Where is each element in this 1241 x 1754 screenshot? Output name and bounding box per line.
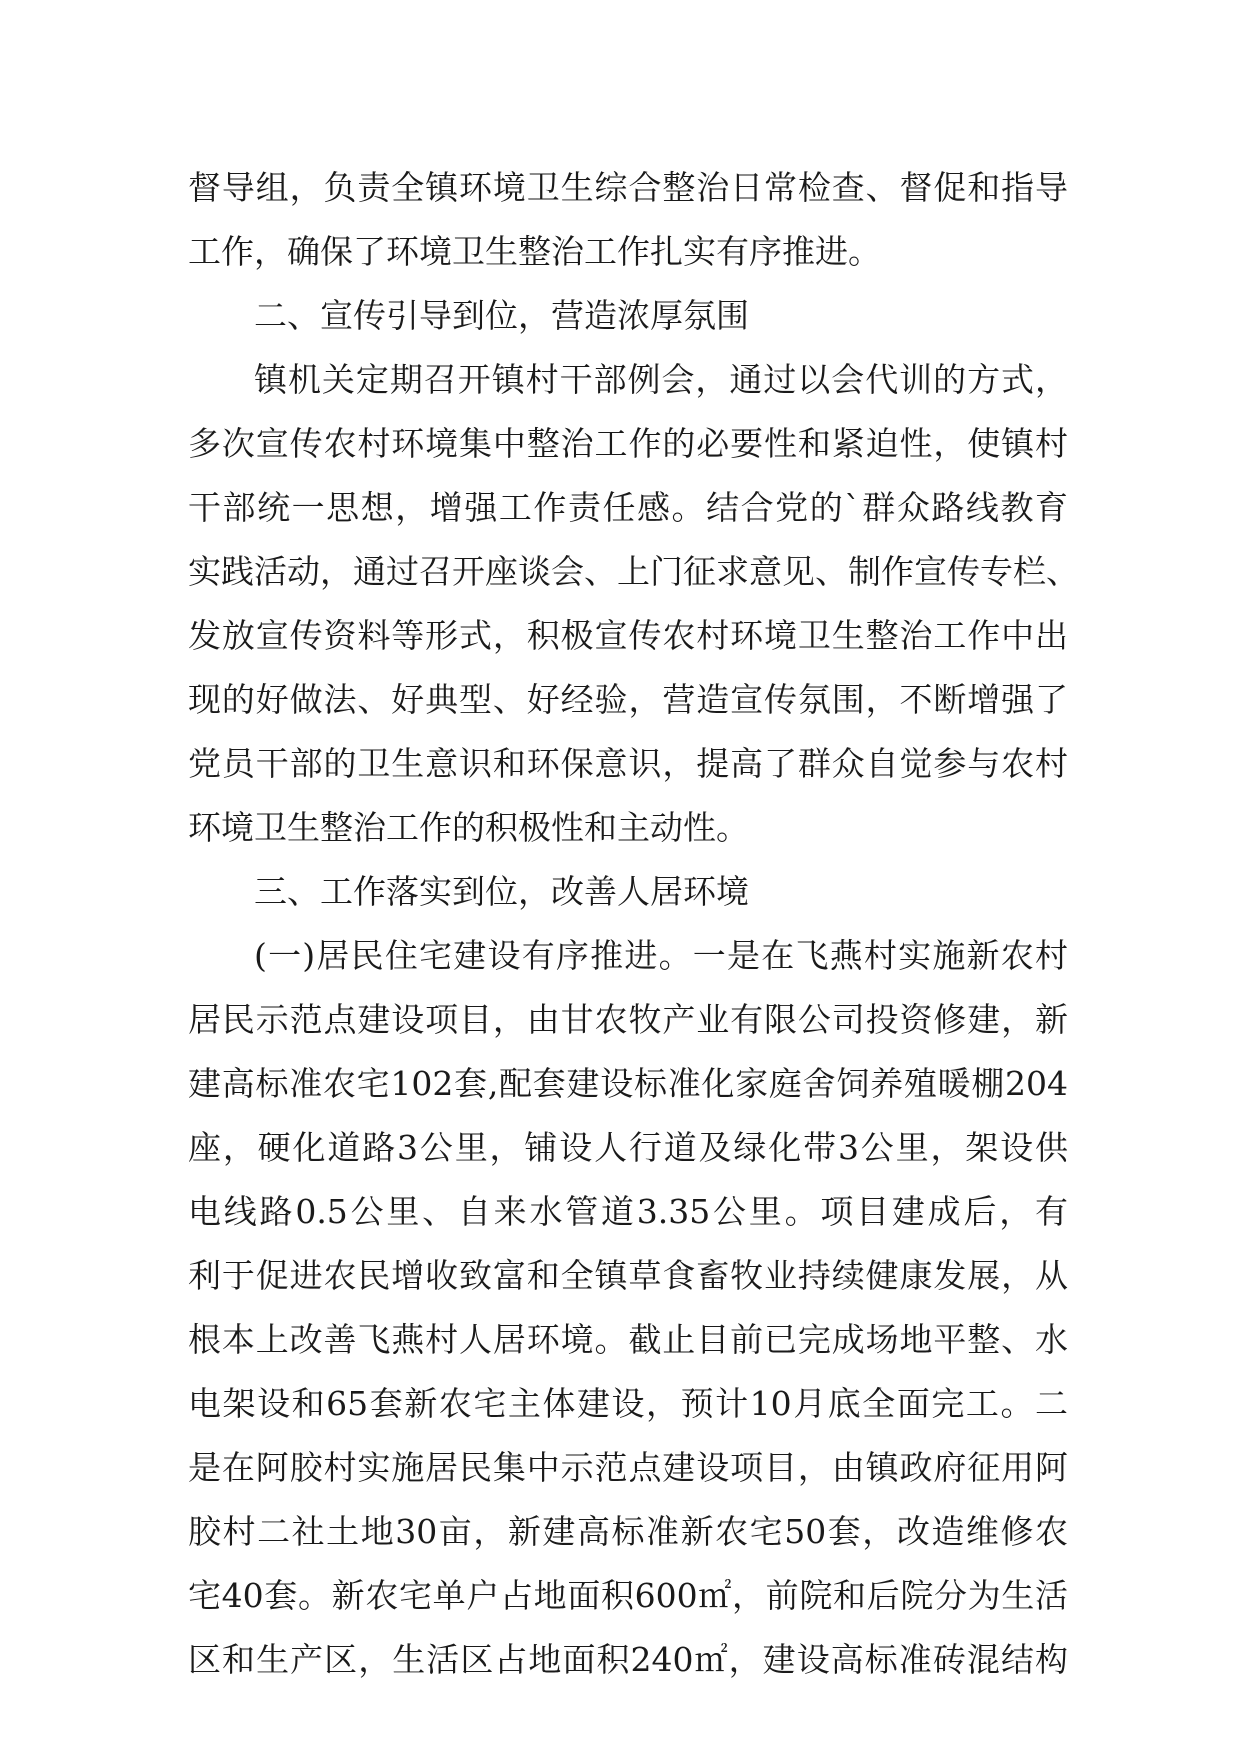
section-heading: 二、宣传引导到位，营造浓厚氛围 <box>254 296 749 335</box>
body-text <box>188 156 1079 1692</box>
text-line: 督导组，负责全镇环境卫生综合整治日常检查、督促和指导 <box>188 168 1068 207</box>
text-line: 镇机关定期召开镇村干部例会，通过以会代训的方式， <box>254 360 1068 399</box>
text-line: 现的好做法、好典型、好经验，营造宣传氛围，不断增强了 <box>188 680 1068 719</box>
text-line: 根本上改善飞燕村人居环境。截止目前已完成场地平整、水 <box>188 1320 1068 1359</box>
text-line: 是在阿胶村实施居民集中示范点建设项目，由镇政府征用阿 <box>188 1448 1068 1487</box>
text-line: 居民示范点建设项目，由甘农牧产业有限公司投资修建，新 <box>188 1000 1068 1039</box>
text-line: 环境卫生整治工作的积极性和主动性。 <box>188 808 749 847</box>
text-line: 发放宣传资料等形式，积极宣传农村环境卫生整治工作中出 <box>188 616 1068 655</box>
text-line: 党员干部的卫生意识和环保意识，提高了群众自觉参与农村 <box>188 744 1068 783</box>
text-line: 胶村二社土地30亩，新建高标准新农宅50套，改造维修农 <box>188 1512 1068 1551</box>
text-line: 建高标准农宅102套,配套建设标准化家庭舍饲养殖暖棚204 <box>188 1064 1068 1103</box>
text-line: (一)居民住宅建设有序推进。一是在飞燕村实施新农村 <box>254 936 1068 975</box>
text-line: 电架设和65套新农宅主体建设，预计10月底全面完工。二 <box>188 1384 1068 1423</box>
text-line: 座，硬化道路3公里，铺设人行道及绿化带3公里，架设供 <box>188 1128 1068 1167</box>
text-line: 工作，确保了环境卫生整治工作扎实有序推进。 <box>188 232 881 271</box>
text-line: 区和生产区，生活区占地面积240㎡，建设高标准砖混结构 <box>188 1640 1068 1679</box>
text-line: 宅40套。新农宅单户占地面积600㎡，前院和后院分为生活 <box>188 1576 1068 1615</box>
text-line: 电线路0.5公里、自来水管道3.35公里。项目建成后，有 <box>188 1192 1068 1231</box>
text-line: 利于促进农民增收致富和全镇草食畜牧业持续健康发展，从 <box>188 1256 1068 1295</box>
text-line: 干部统一思想，增强工作责任感。结合党的`群众路线教育 <box>188 488 1068 527</box>
section-heading: 三、工作落实到位，改善人居环境 <box>254 872 749 911</box>
text-line: 实践活动，通过召开座谈会、上门征求意见、制作宣传专栏、 <box>188 552 1079 591</box>
text-line: 多次宣传农村环境集中整治工作的必要性和紧迫性，使镇村 <box>188 424 1068 463</box>
